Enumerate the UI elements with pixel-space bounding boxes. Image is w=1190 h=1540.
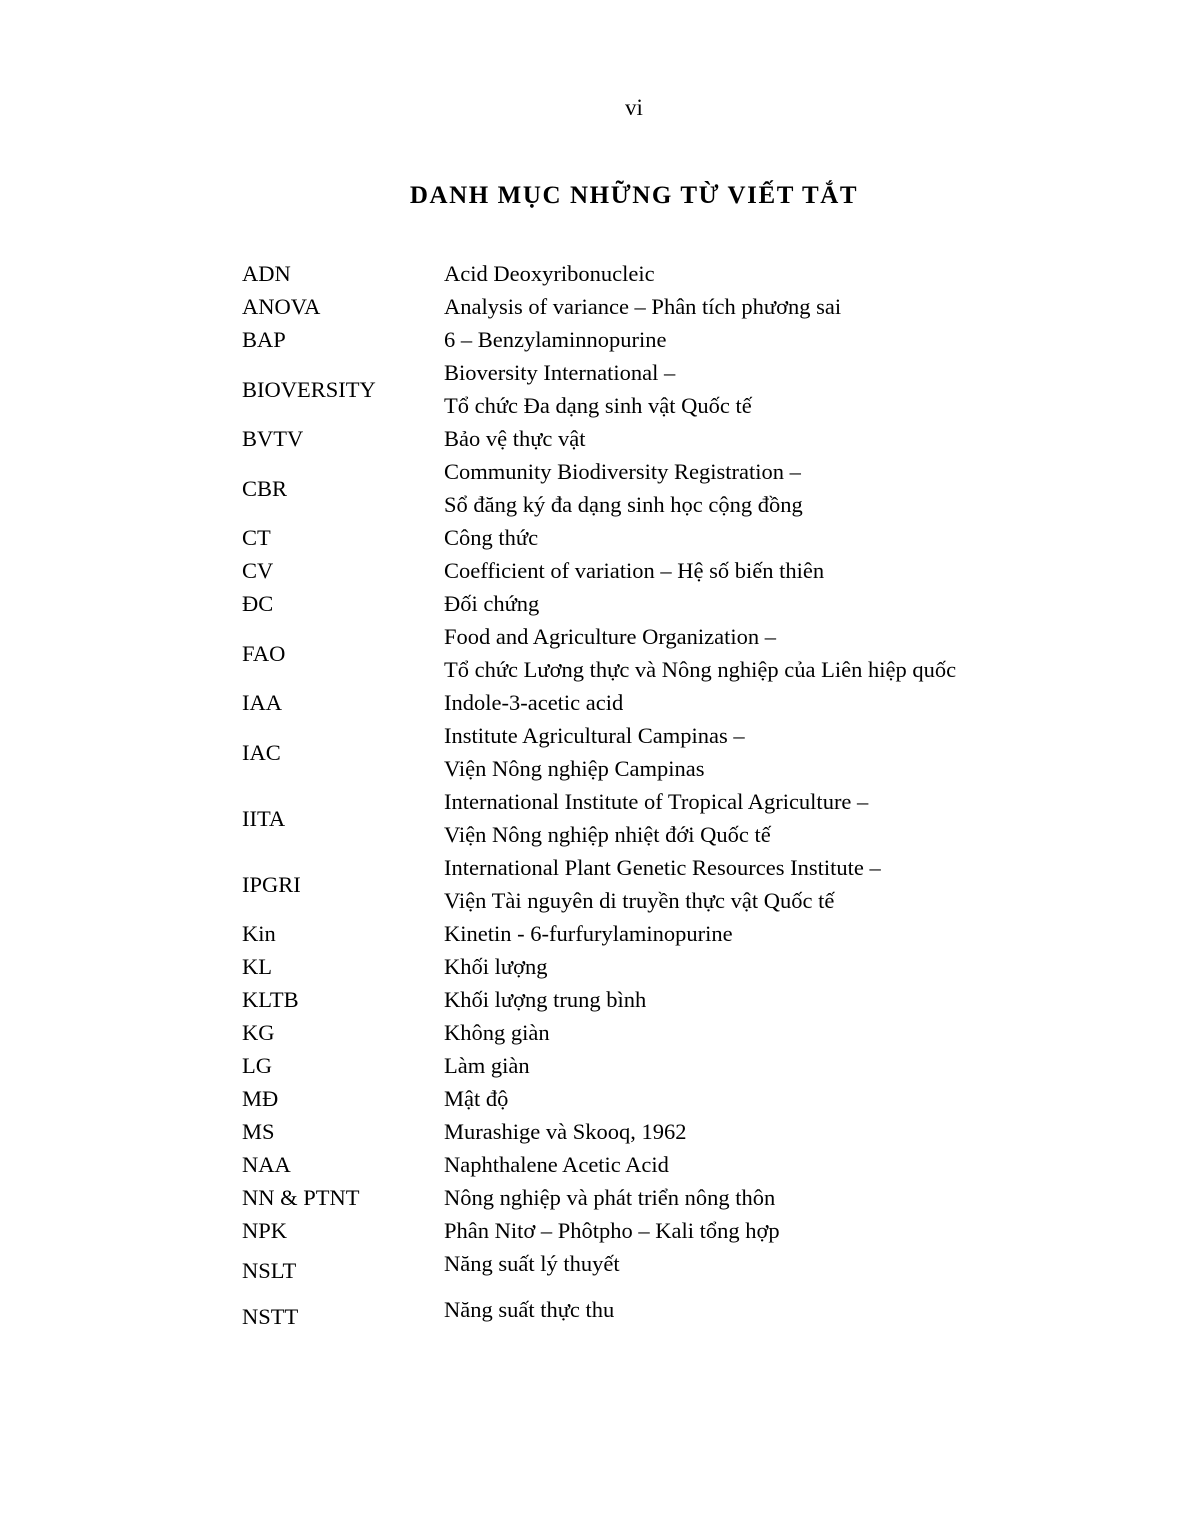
abbreviation-row: [242, 356, 1042, 422]
abbreviation-term: NN & PTNT: [242, 1185, 360, 1210]
abbreviation-row: [242, 950, 1042, 983]
abbreviation-row: [242, 983, 1042, 1016]
abbreviation-term: NSTT: [242, 1303, 299, 1329]
abbreviation-definition: [444, 521, 1042, 554]
definition-line: Tổ chức Đa dạng sinh vật Quốc tế: [444, 393, 752, 418]
abbreviation-term: NSLT: [242, 1257, 297, 1283]
abbreviation-term: CV: [242, 558, 274, 583]
abbreviation-term: IAA: [242, 690, 282, 715]
abbreviation-term: MĐ: [242, 1086, 279, 1111]
abbreviation-definition: [444, 620, 1042, 686]
abbreviation-list: [242, 257, 1042, 1339]
definition-line: Analysis of variance – Phân tích phương sai: [444, 294, 842, 319]
abbreviation-definition: [444, 1016, 1042, 1049]
definition-line: Năng suất thực thu: [444, 1297, 615, 1322]
abbreviation-term: NAA: [242, 1152, 291, 1177]
abbreviation-term: BAP: [242, 327, 286, 352]
definition-line: Murashige và Skooq, 1962: [444, 1119, 687, 1144]
abbreviation-definition: [444, 950, 1042, 983]
abbreviation-definition: [444, 422, 1042, 455]
abbreviation-term: IITA: [242, 805, 286, 831]
abbreviation-definition: [444, 1049, 1042, 1082]
definition-line: Công thức: [444, 525, 539, 550]
definition-line: Food and Agriculture Organization –: [444, 624, 777, 649]
abbreviation-row: [242, 1214, 1042, 1247]
abbreviation-term: KG: [242, 1020, 275, 1045]
definition-line: Kinetin - 6-furfurylaminopurine: [444, 921, 733, 946]
abbreviation-definition: [444, 686, 1042, 719]
definition-line: 6 – Benzylaminnopurine: [444, 327, 667, 352]
abbreviation-term: Kin: [242, 921, 276, 946]
abbreviation-row: [242, 1181, 1042, 1214]
abbreviation-row: [242, 290, 1042, 323]
abbreviation-term: IPGRI: [242, 871, 301, 897]
definition-line: Viện Nông nghiệp Campinas: [444, 756, 705, 781]
definition-line: Đối chứng: [444, 591, 540, 616]
definition-line: Community Biodiversity Registration –: [444, 459, 801, 484]
abbreviation-row: [242, 554, 1042, 587]
definition-line: Indole-3-acetic acid: [444, 690, 624, 715]
abbreviation-term: KLTB: [242, 987, 299, 1012]
abbreviation-definition: [444, 1181, 1042, 1214]
abbreviation-definition: [444, 983, 1042, 1016]
abbreviation-row: [242, 1016, 1042, 1049]
abbreviation-row: [242, 620, 1042, 686]
abbreviation-definition: [444, 785, 1042, 851]
definition-line: Sổ đăng ký đa dạng sinh học cộng đồng: [444, 492, 803, 517]
abbreviation-definition: [444, 587, 1042, 620]
abbreviation-term: BVTV: [242, 426, 304, 451]
abbreviation-term: FAO: [242, 640, 286, 666]
abbreviation-row: [242, 1247, 1042, 1293]
definition-line: Phân Nitơ – Phôtpho – Kali tổng hợp: [444, 1218, 780, 1243]
definition-line: Mật độ: [444, 1086, 509, 1111]
definition-line: International Institute of Tropical Agriculture –: [444, 789, 869, 814]
abbreviation-definition: [444, 1247, 1042, 1280]
abbreviation-row: [242, 1049, 1042, 1082]
definition-line: Naphthalene Acetic Acid: [444, 1152, 669, 1177]
abbreviation-definition: [444, 1293, 1042, 1326]
abbreviation-term: NPK: [242, 1218, 288, 1243]
abbreviation-definition: [444, 917, 1042, 950]
abbreviation-term: IAC: [242, 739, 281, 765]
abbreviation-definition: [444, 290, 1042, 323]
abbreviation-definition: [444, 356, 1042, 422]
definition-line: Bảo vệ thực vật: [444, 426, 586, 451]
abbreviation-definition: [444, 719, 1042, 785]
abbreviation-definition: [444, 1115, 1042, 1148]
definition-line: Năng suất lý thuyết: [444, 1251, 620, 1276]
abbreviation-term: LG: [242, 1053, 272, 1078]
abbreviation-term: BIOVERSITY: [242, 376, 376, 402]
abbreviation-term: ADN: [242, 261, 291, 286]
definition-line: Không giàn: [444, 1020, 550, 1045]
abbreviation-definition: [444, 323, 1042, 356]
definition-line: Bioversity International –: [444, 360, 676, 385]
abbreviation-row: [242, 1115, 1042, 1148]
page-number: vi: [625, 95, 643, 120]
abbreviation-row: [242, 455, 1042, 521]
abbreviation-term: MS: [242, 1119, 275, 1144]
abbreviation-row: [242, 323, 1042, 356]
abbreviation-definition: [444, 1082, 1042, 1115]
abbreviation-term: ĐC: [242, 591, 274, 616]
abbreviation-term: CBR: [242, 475, 288, 501]
abbreviation-term: CT: [242, 525, 271, 550]
definition-line: Coefficient of variation – Hệ số biến thiên: [444, 558, 825, 583]
abbreviation-term: ANOVA: [242, 294, 321, 319]
abbreviation-row: [242, 719, 1042, 785]
definition-line: Khối lượng trung bình: [444, 987, 647, 1012]
abbreviation-row: [242, 1082, 1042, 1115]
abbreviation-definition: [444, 257, 1042, 290]
abbreviation-term: KL: [242, 954, 272, 979]
abbreviation-row: [242, 521, 1042, 554]
abbreviation-row: [242, 917, 1042, 950]
definition-line: Viện Nông nghiệp nhiệt đới Quốc tế: [444, 822, 771, 847]
abbreviation-definition: [444, 851, 1042, 917]
abbreviation-row: [242, 257, 1042, 290]
definition-line: Nông nghiệp và phát triển nông thôn: [444, 1185, 776, 1210]
definition-line: Tổ chức Lương thực và Nông nghiệp của Liên hiệp quốc: [444, 657, 957, 682]
abbreviation-row: [242, 851, 1042, 917]
abbreviation-definition: [444, 1148, 1042, 1181]
abbreviation-definition: [444, 554, 1042, 587]
abbreviation-row: [242, 1293, 1042, 1339]
definition-line: Khối lượng: [444, 954, 548, 979]
abbreviation-definition: [444, 1214, 1042, 1247]
abbreviation-row: [242, 785, 1042, 851]
definition-line: International Plant Genetic Resources Institute –: [444, 855, 881, 880]
abbreviation-row: [242, 422, 1042, 455]
abbreviation-row: [242, 587, 1042, 620]
abbreviation-row: [242, 686, 1042, 719]
page-title: DANH MỤC NHỮNG TỪ VIẾT TẮT: [409, 182, 859, 209]
definition-line: Acid Deoxyribonucleic: [444, 261, 655, 286]
definition-line: Làm giàn: [444, 1053, 530, 1078]
definition-line: Institute Agricultural Campinas –: [444, 723, 745, 748]
abbreviation-row: [242, 1148, 1042, 1181]
abbreviation-definition: [444, 455, 1042, 521]
definition-line: Viện Tài nguyên di truyền thực vật Quốc tế: [444, 888, 835, 913]
